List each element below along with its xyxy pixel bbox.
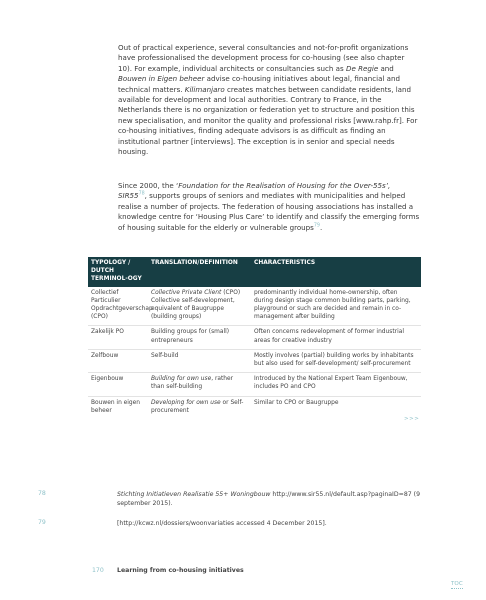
table-row: [88, 349, 421, 372]
footnote-number-78: 78: [38, 490, 46, 497]
para1-emphasis-bouwen: Bouwen in Eigen beheer: [118, 74, 205, 84]
para2-text-3: .: [319, 222, 323, 232]
para1-emphasis-de-regie: De Regie: [345, 63, 379, 73]
footnote-78: [117, 490, 427, 508]
cell-definition: [148, 396, 251, 419]
para2-text-1: Since 2000, the ‘: [118, 181, 179, 190]
definition-text: or Self-procurement: [151, 399, 244, 414]
cell-definition: [148, 349, 251, 372]
cell-characteristics: Mostly involves (partial) building works by inhabitants but also used for self-development/ self-procurement: [251, 349, 421, 372]
para1-text-3: advise co-housing initiatives about legal, financial and technical matters.: [118, 74, 400, 94]
definition-emphasis: Building for own use: [151, 376, 212, 383]
body-paragraph-2: [118, 181, 420, 233]
para1-text-1: Out of practical experience, several consultancies and not-for-profit organizations have professionalised the development process for co-housing (see also chapter 10). For example, individual architects or consultancies such as: [118, 43, 409, 73]
definition-text: (CPO) Collective self-development, equivalent of Baugruppe (building groups): [151, 289, 241, 321]
table-body: [88, 287, 421, 419]
footnote-text: [http://kcwz.nl/dossiers/woonvariaties accessed 4 December 2015].: [117, 520, 327, 527]
para2-emphasis-foundation: Foundation for the Realisation of Housing for the Over-55s’, SIR55: [118, 181, 391, 201]
para1-text-4: creates matches between candidate residents, land available for development and local authorities. Contrary to France, in the Netherlands there is no organization or federation yet to structure and position this new specialisation, and monitor the quality and professional risks [www.rahp.fr]. For co-housing initiatives, finding adequate advisors is as difficult as finding an institutional partner [interviews]. The exception is in senior and special needs housing.: [118, 84, 418, 157]
footnote-ref-79[interactable]: 79: [313, 223, 320, 229]
table-header-row: [88, 257, 421, 287]
cell-characteristics: Introduced by the National Expert Team Eigenbouw, includes PO and CPO: [251, 373, 421, 396]
body-paragraph-1: [118, 43, 420, 157]
cell-typology: Zakelijk PO: [88, 326, 148, 349]
definition-text: Self-build: [151, 352, 179, 359]
cell-characteristics: predominantly individual home-ownership, often during design stage common building parts, parking, playground or such are decided and remain in co-management after building: [251, 287, 421, 326]
footnote-text: http://www.sir55.nl/default.asp?paginaID=87 (9 september 2015).: [117, 491, 421, 507]
para1-text-2: and: [378, 63, 394, 73]
definition-text: , rather than self-building: [151, 376, 234, 391]
footnote-emphasis: Stichting Initiatieven Realisatie 55+ Woningbouw: [117, 491, 271, 498]
para1-emphasis-kilimanjaro: Kilimanjaro: [184, 84, 225, 94]
table-header: [88, 257, 421, 287]
running-title: Learning from co-housing initiatives: [117, 567, 244, 574]
header-characteristics: CHARACTERISTICS: [251, 257, 421, 287]
cell-definition: [148, 287, 251, 326]
header-translation: TRANSLATION/DEFINITION: [148, 257, 251, 287]
cell-definition: [148, 326, 251, 349]
typology-table: [88, 257, 421, 419]
cell-typology: Zelfbouw: [88, 349, 148, 372]
cell-characteristics: Often concerns redevelopment of former industrial areas for creative industry: [251, 326, 421, 349]
cell-characteristics: Similar to CPO or Baugruppe: [254, 399, 339, 406]
table-row: [88, 326, 421, 349]
toc-link[interactable]: TOC: [451, 581, 463, 587]
header-typology: TYPOLOGY / DUTCH TERMINOL-OGY: [88, 257, 148, 287]
para2-text-2: , supports groups of seniors and mediates with municipalities and helped realise a number of projects. The federation of housing associations has installed a knowledge centre for ‘Housing Plus Care’ to identify and classify the emerging forms of housing suitable for the elderly or vulnerable groups: [118, 191, 420, 232]
cell-definition: [148, 373, 251, 396]
definition-emphasis: Developing for own use: [151, 399, 221, 406]
page-number: 170: [92, 567, 104, 574]
definition-text: Building groups for (small) entrepreneurs: [151, 329, 230, 344]
footnote-79: [117, 519, 427, 528]
cell-typology: Eigenbouw: [88, 373, 148, 396]
footnote-ref-78[interactable]: 78: [138, 192, 145, 198]
cell-typology: Collectief Particulier Opdrachtgeverschap (CPO): [88, 287, 148, 326]
cell-typology: Bouwen in eigen beheer: [91, 399, 141, 414]
definition-emphasis: Collective Private Client: [151, 289, 222, 296]
table-row: [88, 373, 421, 396]
footnote-number-79: 79: [38, 519, 46, 526]
table-row: [88, 396, 421, 419]
continue-marker[interactable]: >>>: [404, 416, 420, 422]
table-row: [88, 287, 421, 326]
